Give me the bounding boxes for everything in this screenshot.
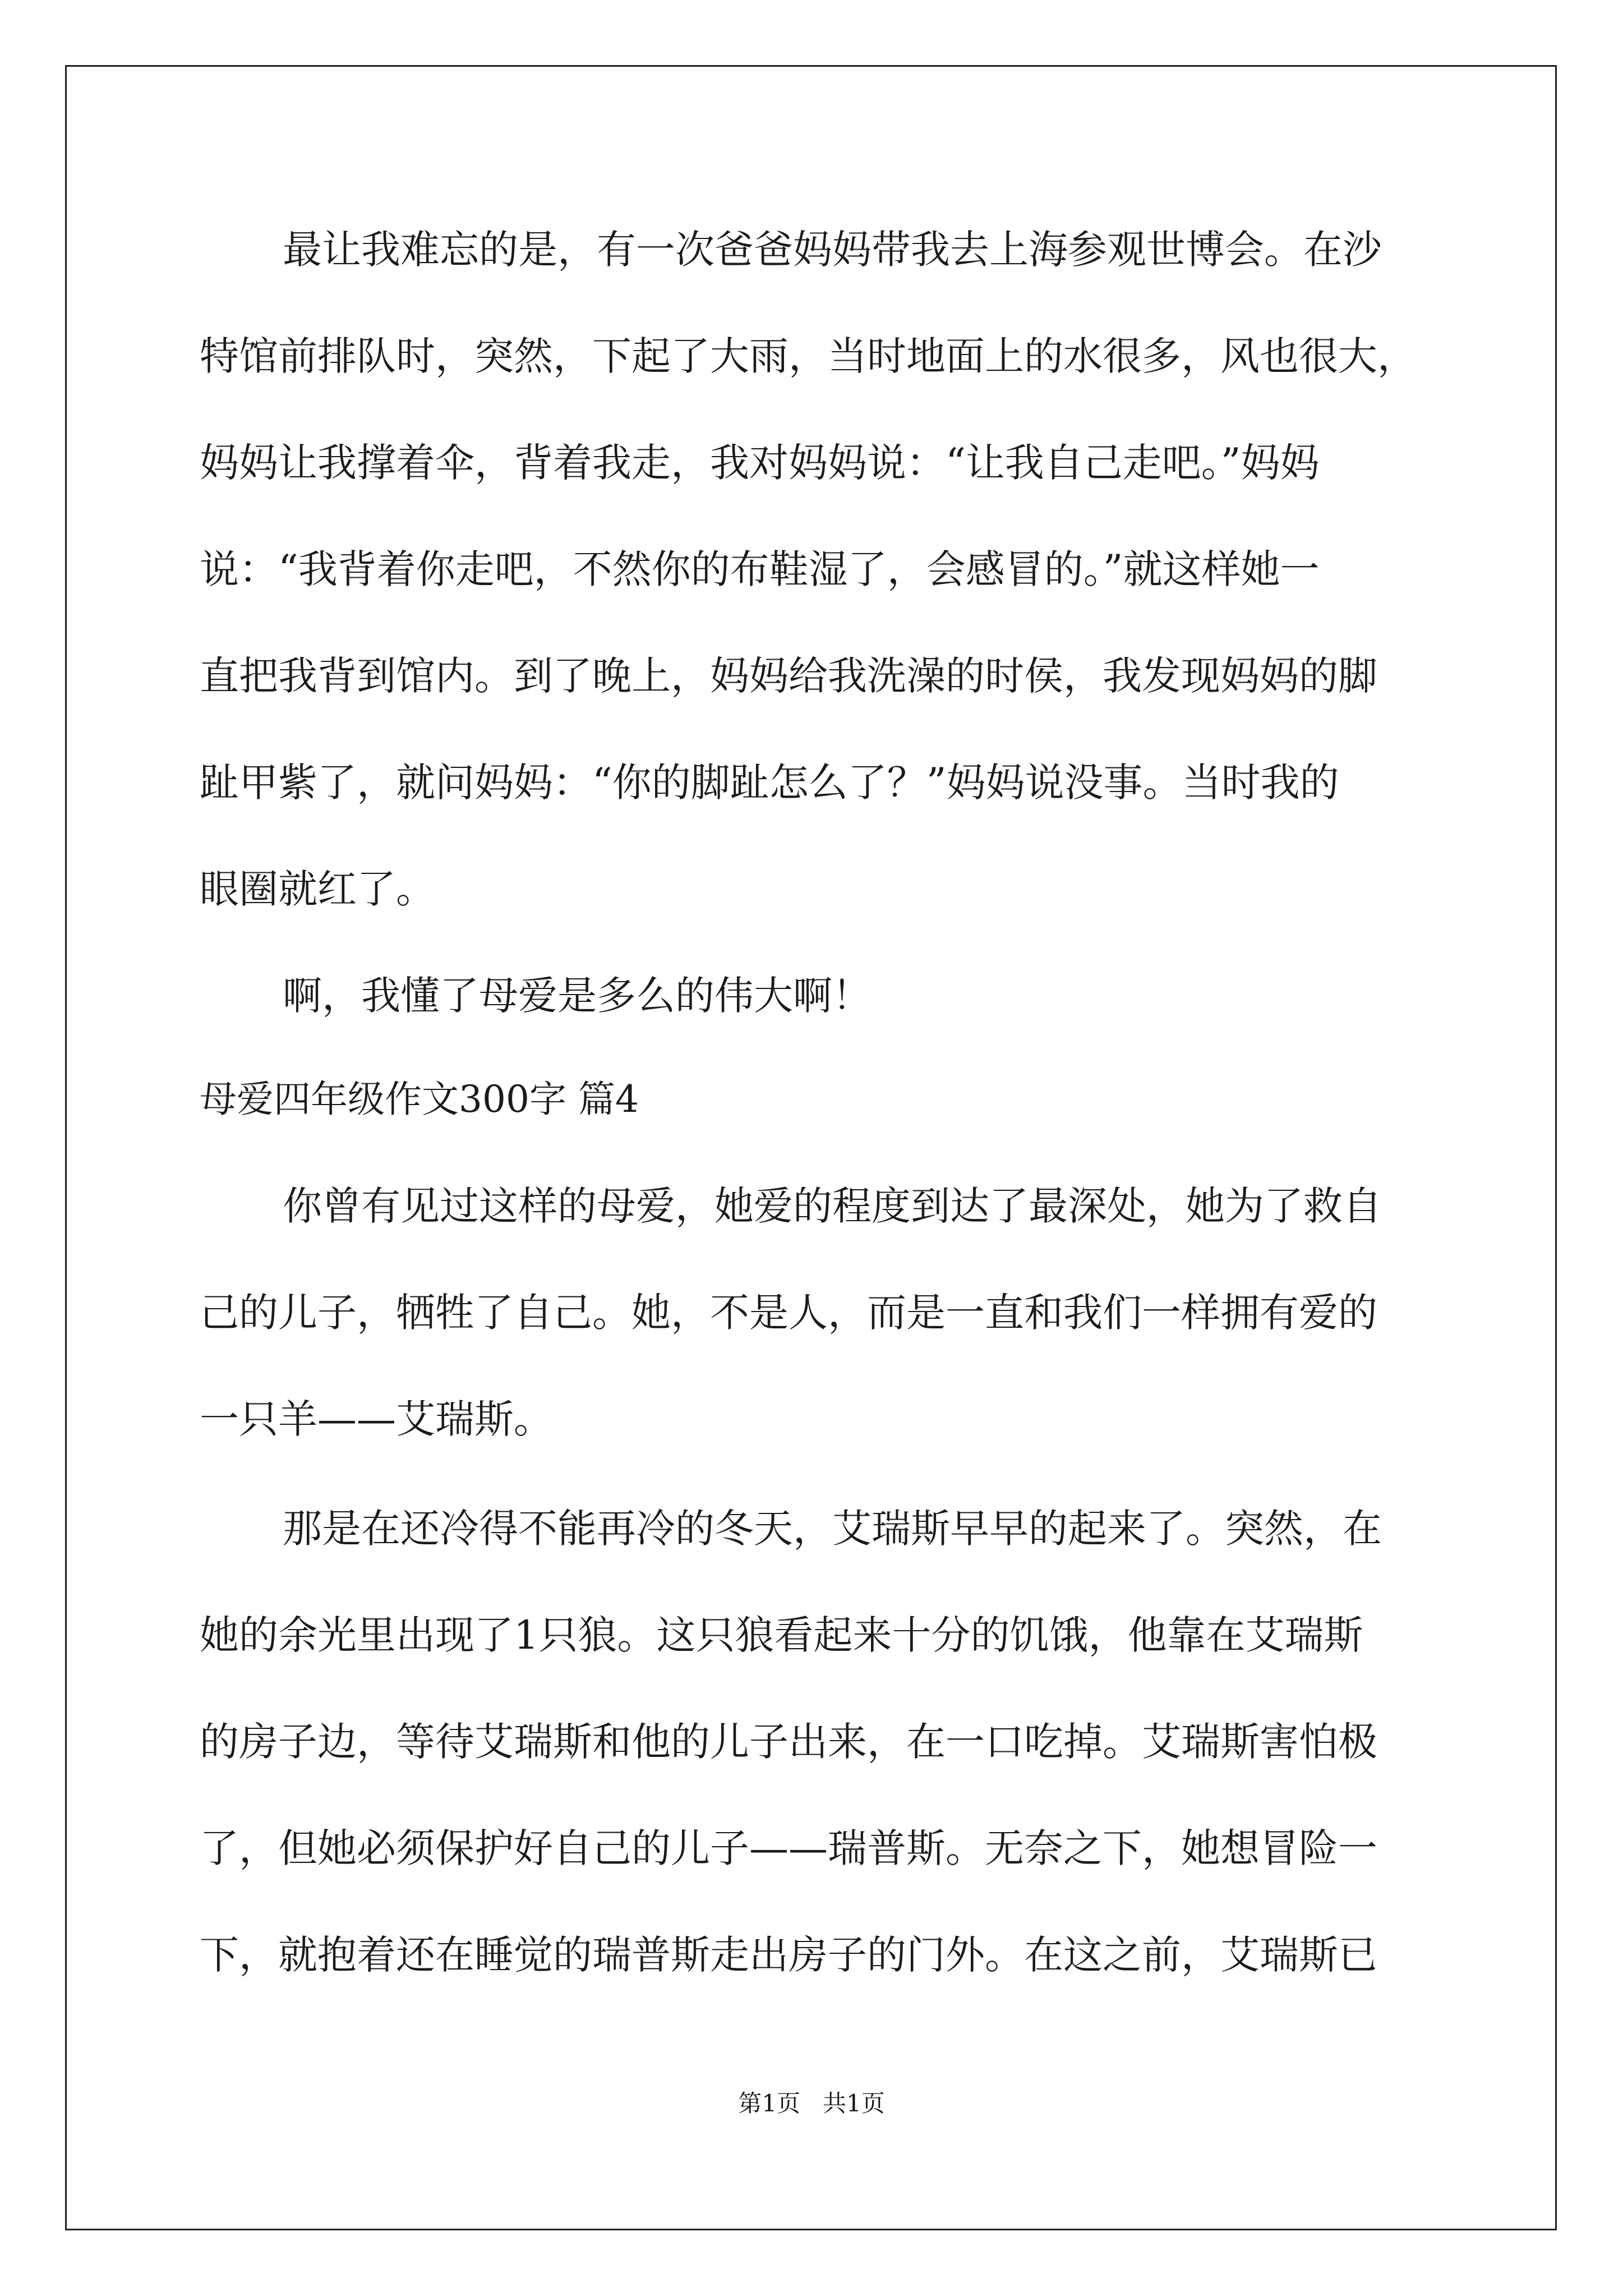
page-total: 共1页 — [823, 2090, 885, 2117]
paragraph-3-line-3: 一只羊——艾瑞斯。 — [200, 1396, 553, 1442]
paragraph-4-line-1: 那是在还冷得不能再冷的冬天，艾瑞斯早早的起来了。突然，在 — [283, 1506, 1382, 1552]
paragraph-3-line-1: 你曾有见过这样的母爱，她爱的程度到达了最深处，她为了救自 — [283, 1183, 1382, 1229]
paragraph-4-line-3: 的房子边，等待艾瑞斯和他的儿子出来，在一口吃掉。艾瑞斯害怕极 — [200, 1719, 1377, 1765]
paragraph-4-line-5: 下，就抱着还在睡觉的瑞普斯走出房子的门外。在这之前，艾瑞斯已 — [200, 1932, 1377, 1978]
paragraph-1-line-3: 妈妈让我撑着伞，背着我走，我对妈妈说：“让我自己走吧。”妈妈 — [200, 440, 1320, 486]
paragraph-2-line-1: 啊，我懂了母爱是多么的伟大啊！ — [283, 973, 872, 1019]
paragraph-3-line-2: 己的儿子，牺牲了自己。她，不是人，而是一直和我们一样拥有爱的 — [200, 1290, 1377, 1336]
paragraph-1-line-1: 最让我难忘的是，有一次爸爸妈妈带我去上海参观世博会。在沙 — [283, 227, 1382, 273]
page-border — [65, 65, 1557, 2230]
paragraph-1-line-6: 趾甲紫了，就问妈妈：“你的脚趾怎么了？”妈妈说没事。当时我的 — [200, 760, 1339, 806]
paragraph-1-line-5: 直把我背到馆内。到了晚上，妈妈给我洗澡的时侯，我发现妈妈的脚 — [200, 653, 1377, 699]
paragraph-1-line-7: 眼圈就红了。 — [200, 866, 435, 912]
paragraph-4-line-4: 了，但她必须保护好自己的儿子——瑞普斯。无奈之下，她想冒险一 — [200, 1825, 1377, 1871]
paragraph-4-line-2: 她的余光里出现了1只狼。这只狼看起来十分的饥饿，他靠在艾瑞斯 — [200, 1612, 1363, 1658]
page-number: 第1页 — [738, 2090, 800, 2117]
page-footer — [0, 2087, 1623, 2120]
paragraph-1-line-4: 说：“我背着你走吧，不然你的布鞋湿了，会感冒的。”就这样她一 — [200, 546, 1320, 592]
paragraph-1-line-2: 特馆前排队时，突然，下起了大雨，当时地面上的水很多，风也很大， — [200, 333, 1417, 379]
section-heading: 母爱四年级作文300字 篇4 — [200, 1078, 639, 1121]
